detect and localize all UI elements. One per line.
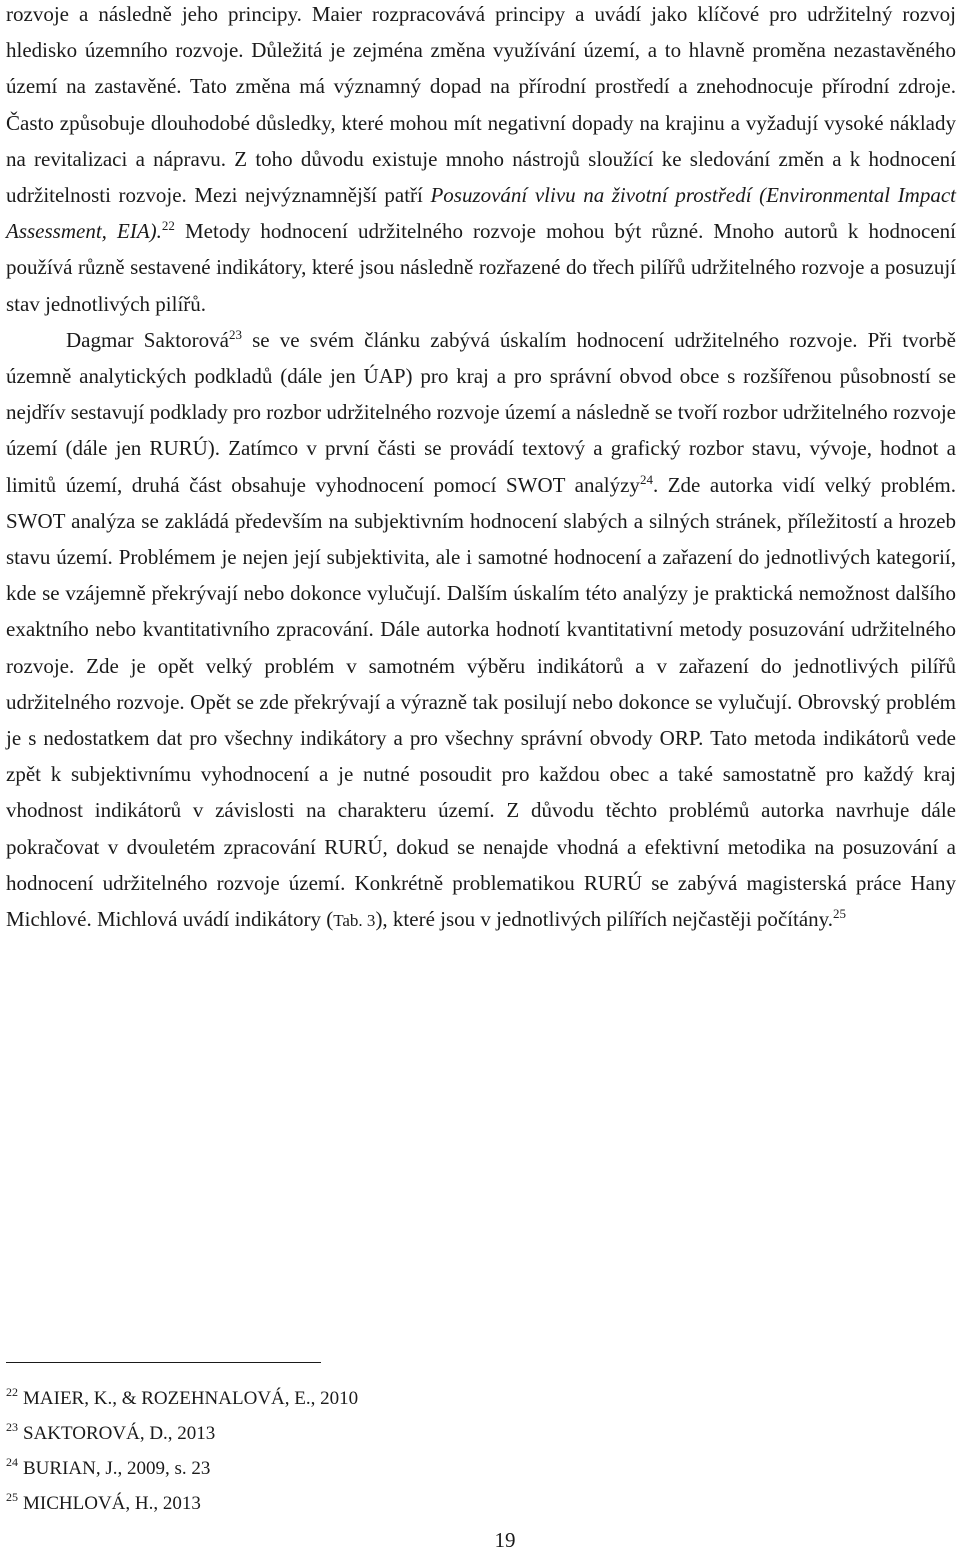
footnote-number: 25 — [6, 1490, 18, 1504]
paragraph-2-text-c: . Zde autorka vidí velký problém. SWOT analýza se zakládá především na subjektivním hodnocení slabých a silných stránek, příležitostí a hrozeb stavu území. Problémem je nejen její subjektivita, ale i samotné hodnocení a zařazení do jednotlivých kategorií, kde se vzájemně překrývají nebo dokonce vylučují. Dalším úskalím této analýzy je praktická nemožnost dalšího exaktního nebo kvantitativního zpracování. Dále autorka hodnotí kvantitativní metody posuzování udržitelného rozvoje. Zde je opět velký problém v samotném výběru indikátorů a v zařazení do jednotlivých pilířů udržitelného rozvoje. Opět se zde překrývají a výrazně tak posilují nebo dokonce se vylučují. Obrovský problém je s nedostatkem dat pro všechny indikátory a pro všechny správní obvody ORP. Tato metoda indikátorů vede zpět k subjektivnímu vyhodnocení a je nutné posoudit pro každou obec a také samostatně pro každý kraj vhodnost indikátorů v závislosti na charakteru území. Z důvodu těchto problémů autorka navrhuje dále pokračovat v dvouletém zpracování RURÚ, dokud se nenajde vhodná a efektivní metodika na posuzování a hodnocení udržitelného rozvoje území. Konkrétně problematikou RURÚ se zabývá magisterská práce Hany Michlové. Michlová uvádí indikátory ( — [6, 472, 956, 932]
footnotes — [6, 1362, 706, 1521]
paragraph-1 — [6, 0, 956, 322]
footnote-ref-24[interactable]: 24 — [639, 471, 653, 487]
footnote-number: 23 — [6, 1420, 18, 1434]
footnote-text: MICHLOVÁ, H., 2013 — [23, 1493, 201, 1514]
footnote-22 — [6, 1381, 706, 1416]
paragraph-2-text-d: ), které jsou v jednotlivých pilířích nejčastěji počítány. — [375, 907, 834, 932]
footnote-separator — [6, 1362, 321, 1363]
footnote-number: 24 — [6, 1455, 18, 1469]
footnote-24 — [6, 1451, 706, 1486]
paragraph-2 — [6, 322, 956, 939]
page-number: 19 — [494, 1528, 516, 1552]
footnote-ref-23[interactable]: 23 — [228, 326, 242, 342]
footnote-ref-22[interactable]: 22 — [161, 218, 175, 234]
footnote-text: MAIER, K., & ROZEHNALOVÁ, E., 2010 — [23, 1388, 359, 1409]
table-reference[interactable]: Tab. 3 — [333, 911, 376, 931]
paragraph-1-text-b: Metody hodnocení udržitelného rozvoje mohou být různé. Mnoho autorů k hodnocení používá různě sestavené indikátory, které jsou následně rozřazené do třech pilířů udržitelného rozvoje a posuzují stav jednotlivých pilířů. — [6, 219, 956, 316]
paragraph-2-text-b: se ve svém článku zabývá úskalím hodnocení udržitelného rozvoje. Při tvorbě územně analytických podkladů (dále jen ÚAP) pro kraj a pro správní obvod obce s rozšířenou působností se nejdřív sestavují podklady pro rozbor udržitelného rozvoje území a následně se tvoří rozbor udržitelného rozvoje území (dále jen RURÚ). Zatímco v první části se provádí textový a grafický rozbor stavu, vývoje, hodnot a limitů území, druhá část obsahuje vyhodnocení pomocí SWOT analýzy — [6, 327, 956, 497]
footnote-number: 22 — [6, 1385, 18, 1399]
paragraph-2-text-a: Dagmar Saktorová — [66, 327, 229, 352]
footnote-23 — [6, 1416, 706, 1451]
body-text — [6, 0, 956, 939]
footnote-text: BURIAN, J., 2009, s. 23 — [23, 1458, 211, 1479]
eia-term: Posuzování vlivu na životní prostředí (Environmental Impact Assessment, EIA). — [6, 183, 957, 244]
paragraph-1-text-a: rozvoje a následně jeho principy. Maier rozpracovává principy a uvádí jako klíčové pro udržitelný rozvoj hlediskо územního rozvoje. Důležitá je zejména změna využívání území, a to hlavně proměna nezastavěného území na zastavěné. Tato změna má významný dopad na přírodní prostředí a znehodnocuje přírodní zdroje. Často způsobuje dlouhodobé důsledky, které mohou mít negativní dopady na krajinu a vyžadují vysoké náklady na revitalizaci a nápravu. Z toho důvodu existuje mnoho nástrojů sloužící ke sledování změn a k hodnocení udržitelnosti rozvoje. Mezi nejvýznamnější patří — [6, 2, 956, 208]
footnote-25 — [6, 1486, 706, 1521]
footnote-ref-25[interactable]: 25 — [833, 906, 847, 922]
document-page — [6, 0, 956, 939]
footnote-text: SAKTOROVÁ, D., 2013 — [23, 1423, 216, 1444]
